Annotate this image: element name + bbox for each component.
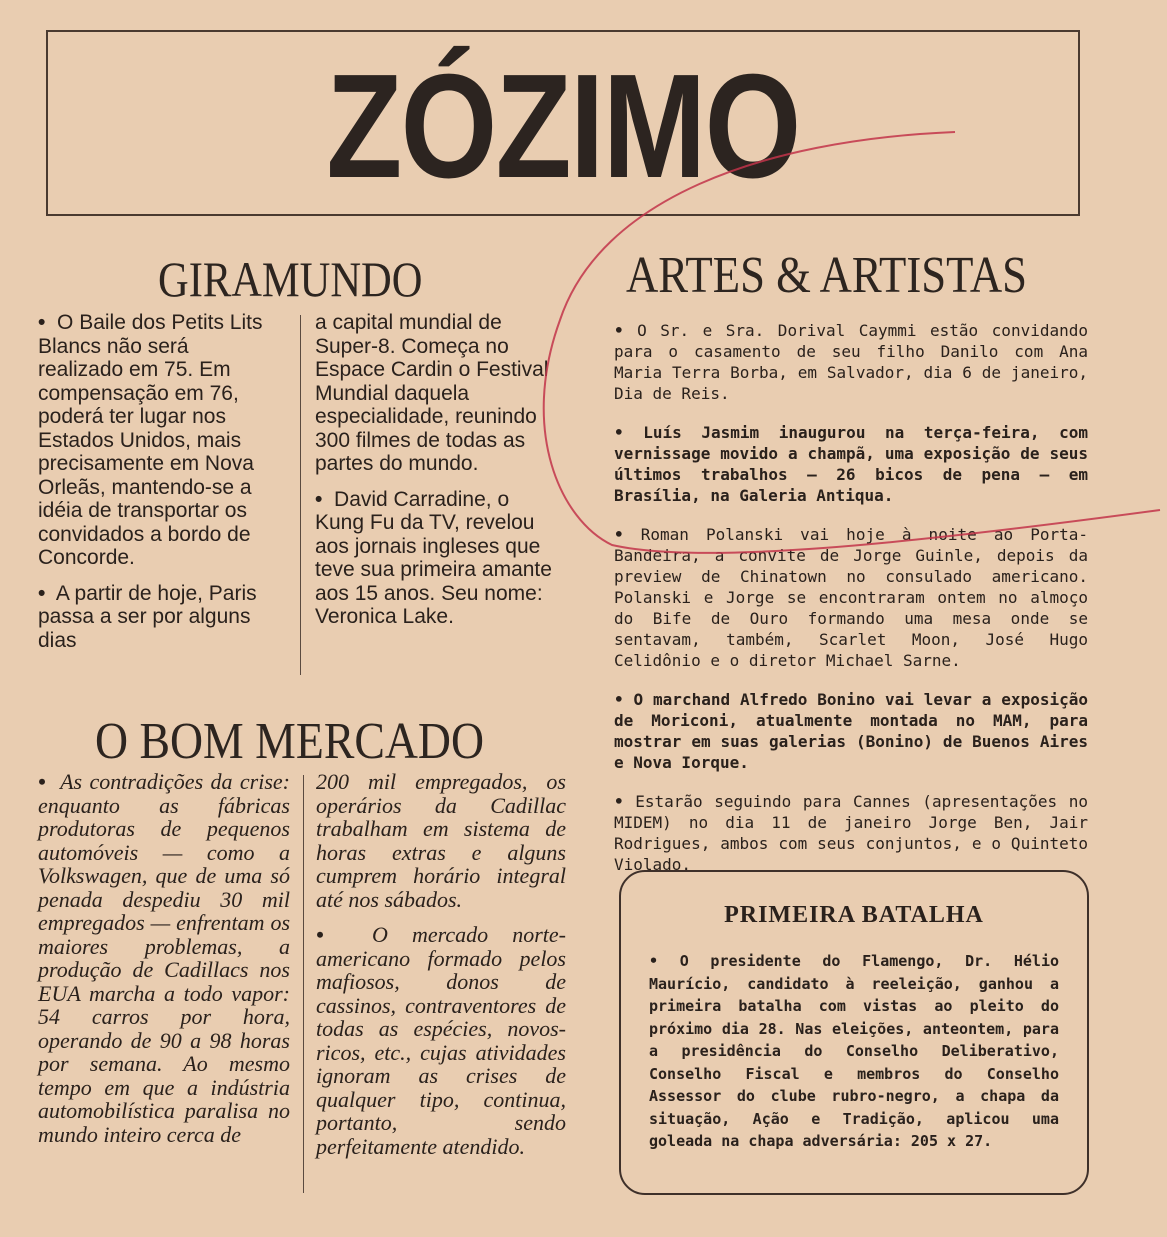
- bom-mercado-title: O BOM MERCADO: [95, 713, 485, 770]
- artes-item-4: • O marchand Alfredo Bonino vai levar a exposição de Moriconi, atualmente montada no MAM, para mostrar em suas galerias (Bonino) de Buenos Aires e Nova Iorque.: [614, 690, 1088, 772]
- primeira-batalha-body: • O presidente do Flamengo, Dr. Hélio Maurício, candidato à reeleição, ganhou a primeira batalha com vistas ao pleito do próximo dia 28. Nas eleições, anteontem, para a presidência do Conselho Deliberativo, Conselho Fiscal e membros do Conselho Assessor do clube rubro-negro, a chapa da situação, Ação e Tradição, aplicou uma goleada na chapa adversária: 205 x 27.: [649, 952, 1060, 1150]
- bom-mercado-item-1: • As contradições da crise: enquanto as fábricas produtoras de pequenos automóveis — como a Volkswagen, que de uma só penada despediu 30 mil empregados — enfrentam os maiores problemas, a produção de Cadillacs nos EUA marcha a todo vapor: 54 carros por hora, operando de 90 a 98 horas por semana. Ao mesmo tempo em que a indústria automobilística paralisa no mundo inteiro cerca de: [38, 769, 290, 1147]
- artes-item-5: • Estarão seguindo para Cannes (apresentações no MIDEM) no dia 11 de janeiro Jorge Ben, Jair Rodrigues, ambos com seus conjuntos, e o Quinteto Violado.: [614, 792, 1089, 874]
- giramundo-item-2: • A partir de hoje, Paris passa a ser por alguns dias: [38, 581, 257, 652]
- bom-mercado-item-2: 200 mil empregados, os operários da Cadillac trabalham em sistema de horas extras e alguns cumprem horário integral até nos sábados.: [316, 769, 566, 912]
- giramundo-title: GIRAMUNDO: [158, 251, 423, 307]
- artes-item-1: • O Sr. e Sra. Dorival Caymmi estão convidando para o casamento de seu filho Danilo com Ana Maria Terra Borba, em Salvador, dia 6 de janeiro, Dia de Reis.: [614, 321, 1088, 403]
- artes-title: ARTES & ARTISTAS: [626, 247, 1028, 304]
- giramundo-item-4: • David Carradine, o Kung Fu da TV, revelou aos jornais ingleses que teve sua primeira amante aos 15 anos. Seu nome: Veronica Lake.: [315, 487, 552, 628]
- giramundo-item-3: a capital mundial de Super-8. Começa no Espace Cardin o Festival Mundial daquela especialidade, reunindo 300 filmes de todas as partes do mundo.: [315, 311, 549, 475]
- artes-item-3: • Roman Polanski vai hoje à noite ao Porta-Bandeira, a convite de Jorge Guinle, depois da preview de Chinatown no consulado americano. Polanski e Jorge se encontraram ontem no almoço do Bife de Ouro formando uma mesa onde se sentavam, também, Scarlet Moon, José Hugo Celidônio e o diretor Michael Sarne.: [614, 525, 1088, 670]
- giramundo-item-1: • O Baile dos Petits Lits Blancs não será realizado em 75. Em compensação em 76, poderá ter lugar nos Estados Unidos, mais precisamente em Nova Orleãs, mantendo-se a idéia de transportar os convidados a bordo de Concorde.: [38, 311, 263, 569]
- bom-mercado-item-3: • O mercado norte-americano formado pelos mafiosos, donos de cassinos, contraventores de todas as espécies, novos-ricos, etc., cujas atividades ignoram as crises de qualquer tipo, continua, portanto, sendo perfeitamente atendido.: [316, 922, 566, 1159]
- artes-item-2: • Luís Jasmim inaugurou na terça-feira, com vernissage movido a champã, uma exposição de seus últimos trabalhos — 26 bicos de pena — em Brasília, na Galeria Antiqua.: [614, 423, 1088, 505]
- masthead-title: ZÓZIMO: [326, 44, 800, 209]
- primeira-batalha-title: PRIMEIRA BATALHA: [724, 902, 984, 928]
